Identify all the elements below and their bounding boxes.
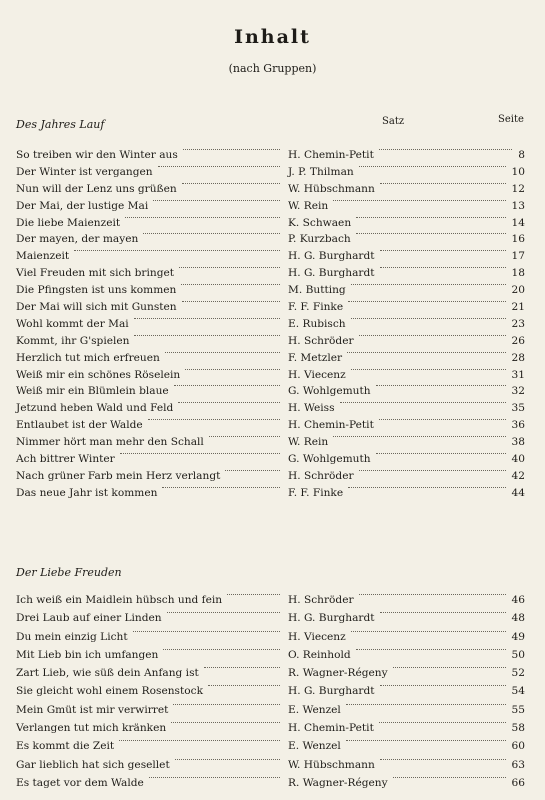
dot-leader — [356, 217, 506, 218]
dot-leader — [209, 436, 280, 437]
page-number: 17 — [511, 250, 525, 263]
dot-leader — [125, 217, 280, 218]
song-title: Drei Laub auf einer Linden — [16, 612, 162, 625]
dot-leader — [356, 233, 506, 234]
song-title: Jetzund heben Wald und Feld — [16, 402, 174, 415]
song-title: Nach grüner Farb mein Herz verlangt — [16, 469, 221, 482]
composer-name: H. Viecenz — [288, 630, 346, 643]
dot-leader — [380, 267, 506, 268]
dot-leader — [379, 419, 506, 420]
page-number: 32 — [511, 385, 525, 398]
toc-entry — [0, 183, 545, 200]
dot-leader — [380, 250, 506, 251]
toc-list-jahres-lauf — [0, 149, 545, 504]
toc-entry — [0, 649, 545, 667]
toc-entry — [0, 233, 545, 250]
dot-leader — [119, 740, 280, 741]
dot-leader — [380, 612, 506, 613]
song-title: Mein Gmüt ist mir verwirret — [16, 703, 169, 716]
toc-entry — [0, 453, 545, 470]
toc-entry — [0, 740, 545, 758]
dot-leader — [175, 759, 280, 760]
page-number: 14 — [511, 216, 525, 229]
toc-entry — [0, 250, 545, 267]
dot-leader — [174, 385, 280, 386]
page-number: 26 — [511, 334, 525, 347]
toc-entry — [0, 470, 545, 487]
dot-leader — [133, 631, 280, 632]
toc-entry — [0, 267, 545, 284]
composer-name: P. Kurzbach — [288, 233, 351, 246]
song-title: Weiß mir ein schönes Röselein — [16, 368, 181, 381]
dot-leader — [143, 233, 280, 234]
song-title: Verlangen tut mich kränken — [16, 722, 167, 735]
dot-leader — [158, 166, 280, 167]
page-number: 60 — [511, 740, 525, 753]
composer-name: H. G. Burghardt — [288, 250, 375, 263]
dot-leader — [351, 631, 506, 632]
song-title: Herzlich tut mich erfreuen — [16, 351, 160, 364]
dot-leader — [333, 200, 506, 201]
toc-entry — [0, 369, 545, 386]
dot-leader — [134, 335, 280, 336]
composer-name: H. G. Burghardt — [288, 685, 375, 698]
page-number: 52 — [511, 667, 525, 680]
composer-name: W. Rein — [288, 436, 329, 449]
dot-leader — [376, 453, 506, 454]
page-number: 55 — [511, 703, 525, 716]
song-title: Es taget vor dem Walde — [16, 776, 144, 789]
toc-entry — [0, 436, 545, 453]
toc-entry — [0, 200, 545, 217]
composer-name: H. Schröder — [288, 469, 354, 482]
toc-entry — [0, 166, 545, 183]
dot-leader — [179, 267, 280, 268]
song-title: Die Pfingsten ist uns kommen — [16, 284, 177, 297]
page-number: 44 — [511, 486, 525, 499]
dot-leader — [351, 284, 506, 285]
dot-leader — [376, 385, 506, 386]
song-title: Wohl kommt der Mai — [16, 317, 129, 330]
dot-leader — [173, 704, 280, 705]
dot-leader — [181, 284, 280, 285]
dot-leader — [171, 722, 280, 723]
composer-name: M. Butting — [288, 284, 346, 297]
dot-leader — [359, 594, 506, 595]
page-number: 49 — [511, 630, 525, 643]
composer-name: G. Wohlgemuth — [288, 385, 371, 398]
toc-entry — [0, 612, 545, 630]
toc-entry — [0, 217, 545, 234]
dot-leader — [359, 166, 506, 167]
dot-leader — [120, 453, 280, 454]
dot-leader — [393, 777, 506, 778]
column-header-seite: Seite — [498, 114, 524, 125]
dot-leader — [356, 649, 506, 650]
page-title: Inhalt — [234, 26, 311, 48]
page-number: 42 — [511, 469, 525, 482]
composer-name: H. Schröder — [288, 594, 354, 606]
toc-entry — [0, 318, 545, 335]
page-number: 35 — [511, 402, 525, 415]
composer-name: E. Wenzel — [288, 740, 341, 753]
page-number: 46 — [511, 594, 525, 606]
song-title: Das neue Jahr ist kommen — [16, 486, 158, 499]
dot-leader — [346, 704, 506, 705]
toc-entry — [0, 419, 545, 436]
song-title: Nimmer hört man mehr den Schall — [16, 436, 204, 449]
composer-name: F. F. Finke — [288, 301, 344, 314]
page-number: 28 — [511, 351, 525, 364]
dot-leader — [182, 301, 280, 302]
song-title: Gar lieblich hat sich gesellet — [16, 758, 170, 771]
page-number: 48 — [511, 612, 525, 625]
dot-leader — [165, 352, 280, 353]
composer-name: G. Wohlgemuth — [288, 453, 371, 466]
toc-entry — [0, 704, 545, 722]
page-number: 16 — [511, 233, 525, 246]
dot-leader — [346, 740, 506, 741]
dot-leader — [148, 419, 280, 420]
song-title: Du mein einzig Licht — [16, 630, 128, 643]
composer-name: H. G. Burghardt — [288, 612, 375, 625]
song-title: Kommt, ihr G'spielen — [16, 334, 130, 347]
dot-leader — [348, 301, 506, 302]
dot-leader — [208, 685, 280, 686]
song-title: Viel Freuden mit sich bringet — [16, 267, 174, 280]
page-number: 63 — [511, 758, 525, 771]
song-title: Der Mai, der lustige Mai — [16, 199, 149, 212]
song-title: Mit Lieb bin ich umfangen — [16, 648, 159, 661]
dot-leader — [185, 369, 280, 370]
column-header-satz: Satz — [382, 116, 405, 127]
page-number: 36 — [511, 419, 525, 432]
song-title: Der Winter ist vergangen — [16, 165, 153, 178]
toc-entry — [0, 722, 545, 740]
composer-name: E. Wenzel — [288, 703, 341, 716]
page-number: 10 — [511, 165, 525, 178]
composer-name: H. Schröder — [288, 334, 354, 347]
section-title-liebe-freuden: Der Liebe Freuden — [16, 566, 122, 579]
dot-leader — [178, 402, 280, 403]
dot-leader — [379, 722, 506, 723]
dot-leader — [163, 649, 280, 650]
song-title: So treiben wir den Winter aus — [16, 149, 178, 161]
toc-entry — [0, 777, 545, 795]
page-number: 54 — [511, 685, 525, 698]
dot-leader — [359, 335, 506, 336]
composer-name: F. Metzler — [288, 351, 343, 364]
toc-list-liebe-freuden — [0, 594, 545, 795]
dot-leader — [204, 667, 280, 668]
song-title: Zart Lieb, wie süß dein Anfang ist — [16, 667, 199, 680]
page-number: 50 — [511, 648, 525, 661]
dot-leader — [149, 777, 280, 778]
composer-name: E. Rubisch — [288, 317, 346, 330]
song-title: Es kommt die Zeit — [16, 740, 115, 753]
composer-name: F. F. Finke — [288, 486, 344, 499]
song-title: Ach bittrer Winter — [16, 453, 115, 466]
dot-leader — [380, 183, 506, 184]
composer-name: H. Viecenz — [288, 368, 346, 381]
dot-leader — [340, 402, 506, 403]
song-title: Sie gleicht wohl einem Rosenstock — [16, 685, 203, 698]
song-title: Ich weiß ein Maidlein hübsch und fein — [16, 594, 223, 606]
song-title: Maienzeit — [16, 250, 70, 263]
toc-entry — [0, 402, 545, 419]
dot-leader — [183, 149, 280, 150]
page-number: 31 — [511, 368, 525, 381]
song-title: Der mayen, der mayen — [16, 233, 139, 246]
composer-name: J. P. Thilman — [288, 165, 354, 178]
dot-leader — [162, 487, 280, 488]
dot-leader — [380, 759, 506, 760]
toc-entry — [0, 487, 545, 504]
dot-leader — [347, 352, 506, 353]
toc-entry — [0, 667, 545, 685]
toc-entry — [0, 759, 545, 777]
dot-leader — [74, 250, 280, 251]
composer-name: H. G. Burghardt — [288, 267, 375, 280]
song-title: Entlaubet ist der Walde — [16, 419, 143, 432]
dot-leader — [333, 436, 506, 437]
dot-leader — [380, 685, 506, 686]
composer-name: H. Chemin-Petit — [288, 722, 374, 735]
song-title: Weiß mir ein Blümlein blaue — [16, 385, 169, 398]
dot-leader — [182, 183, 280, 184]
page-number: 12 — [511, 182, 525, 195]
toc-entry — [0, 685, 545, 703]
dot-leader — [351, 318, 506, 319]
composer-name: K. Schwaen — [288, 216, 352, 229]
page-number: 13 — [511, 199, 525, 212]
dot-leader — [134, 318, 280, 319]
toc-entry — [0, 352, 545, 369]
composer-name: R. Wagner-Régeny — [288, 776, 388, 789]
song-title: Die liebe Maienzeit — [16, 216, 121, 229]
dot-leader — [153, 200, 280, 201]
dot-leader — [225, 470, 280, 471]
dot-leader — [227, 594, 280, 595]
page-number: 20 — [511, 284, 525, 297]
toc-entry — [0, 631, 545, 649]
page-number: 18 — [511, 267, 525, 280]
page-number: 23 — [511, 317, 525, 330]
page-number: 21 — [511, 301, 525, 314]
composer-name: H. Chemin-Petit — [288, 149, 374, 161]
composer-name: W. Rein — [288, 199, 329, 212]
toc-entry — [0, 335, 545, 352]
composer-name: H. Chemin-Petit — [288, 419, 374, 432]
page-number: 58 — [511, 722, 525, 735]
dot-leader — [359, 470, 506, 471]
toc-entry — [0, 385, 545, 402]
dot-leader — [167, 612, 280, 613]
toc-entry — [0, 284, 545, 301]
composer-name: R. Wagner-Régeny — [288, 667, 388, 680]
dot-leader — [393, 667, 506, 668]
page-subtitle: (nach Gruppen) — [228, 62, 317, 75]
dot-leader — [379, 149, 512, 150]
song-title: Nun will der Lenz uns grüßen — [16, 182, 177, 195]
dot-leader — [351, 369, 506, 370]
page-number: 38 — [511, 436, 525, 449]
page-number: 66 — [511, 776, 525, 789]
composer-name: W. Hübschmann — [288, 182, 375, 195]
toc-entry — [0, 149, 545, 166]
toc-entry — [0, 301, 545, 318]
section-title-jahres-lauf: Des Jahres Lauf — [16, 118, 105, 131]
page-number: 8 — [518, 149, 525, 161]
dot-leader — [348, 487, 506, 488]
composer-name: W. Hübschmann — [288, 758, 375, 771]
song-title: Der Mai will sich mit Gunsten — [16, 301, 177, 314]
composer-name: O. Reinhold — [288, 648, 351, 661]
toc-entry — [0, 594, 545, 612]
composer-name: H. Weiss — [288, 402, 335, 415]
page-number: 40 — [511, 453, 525, 466]
